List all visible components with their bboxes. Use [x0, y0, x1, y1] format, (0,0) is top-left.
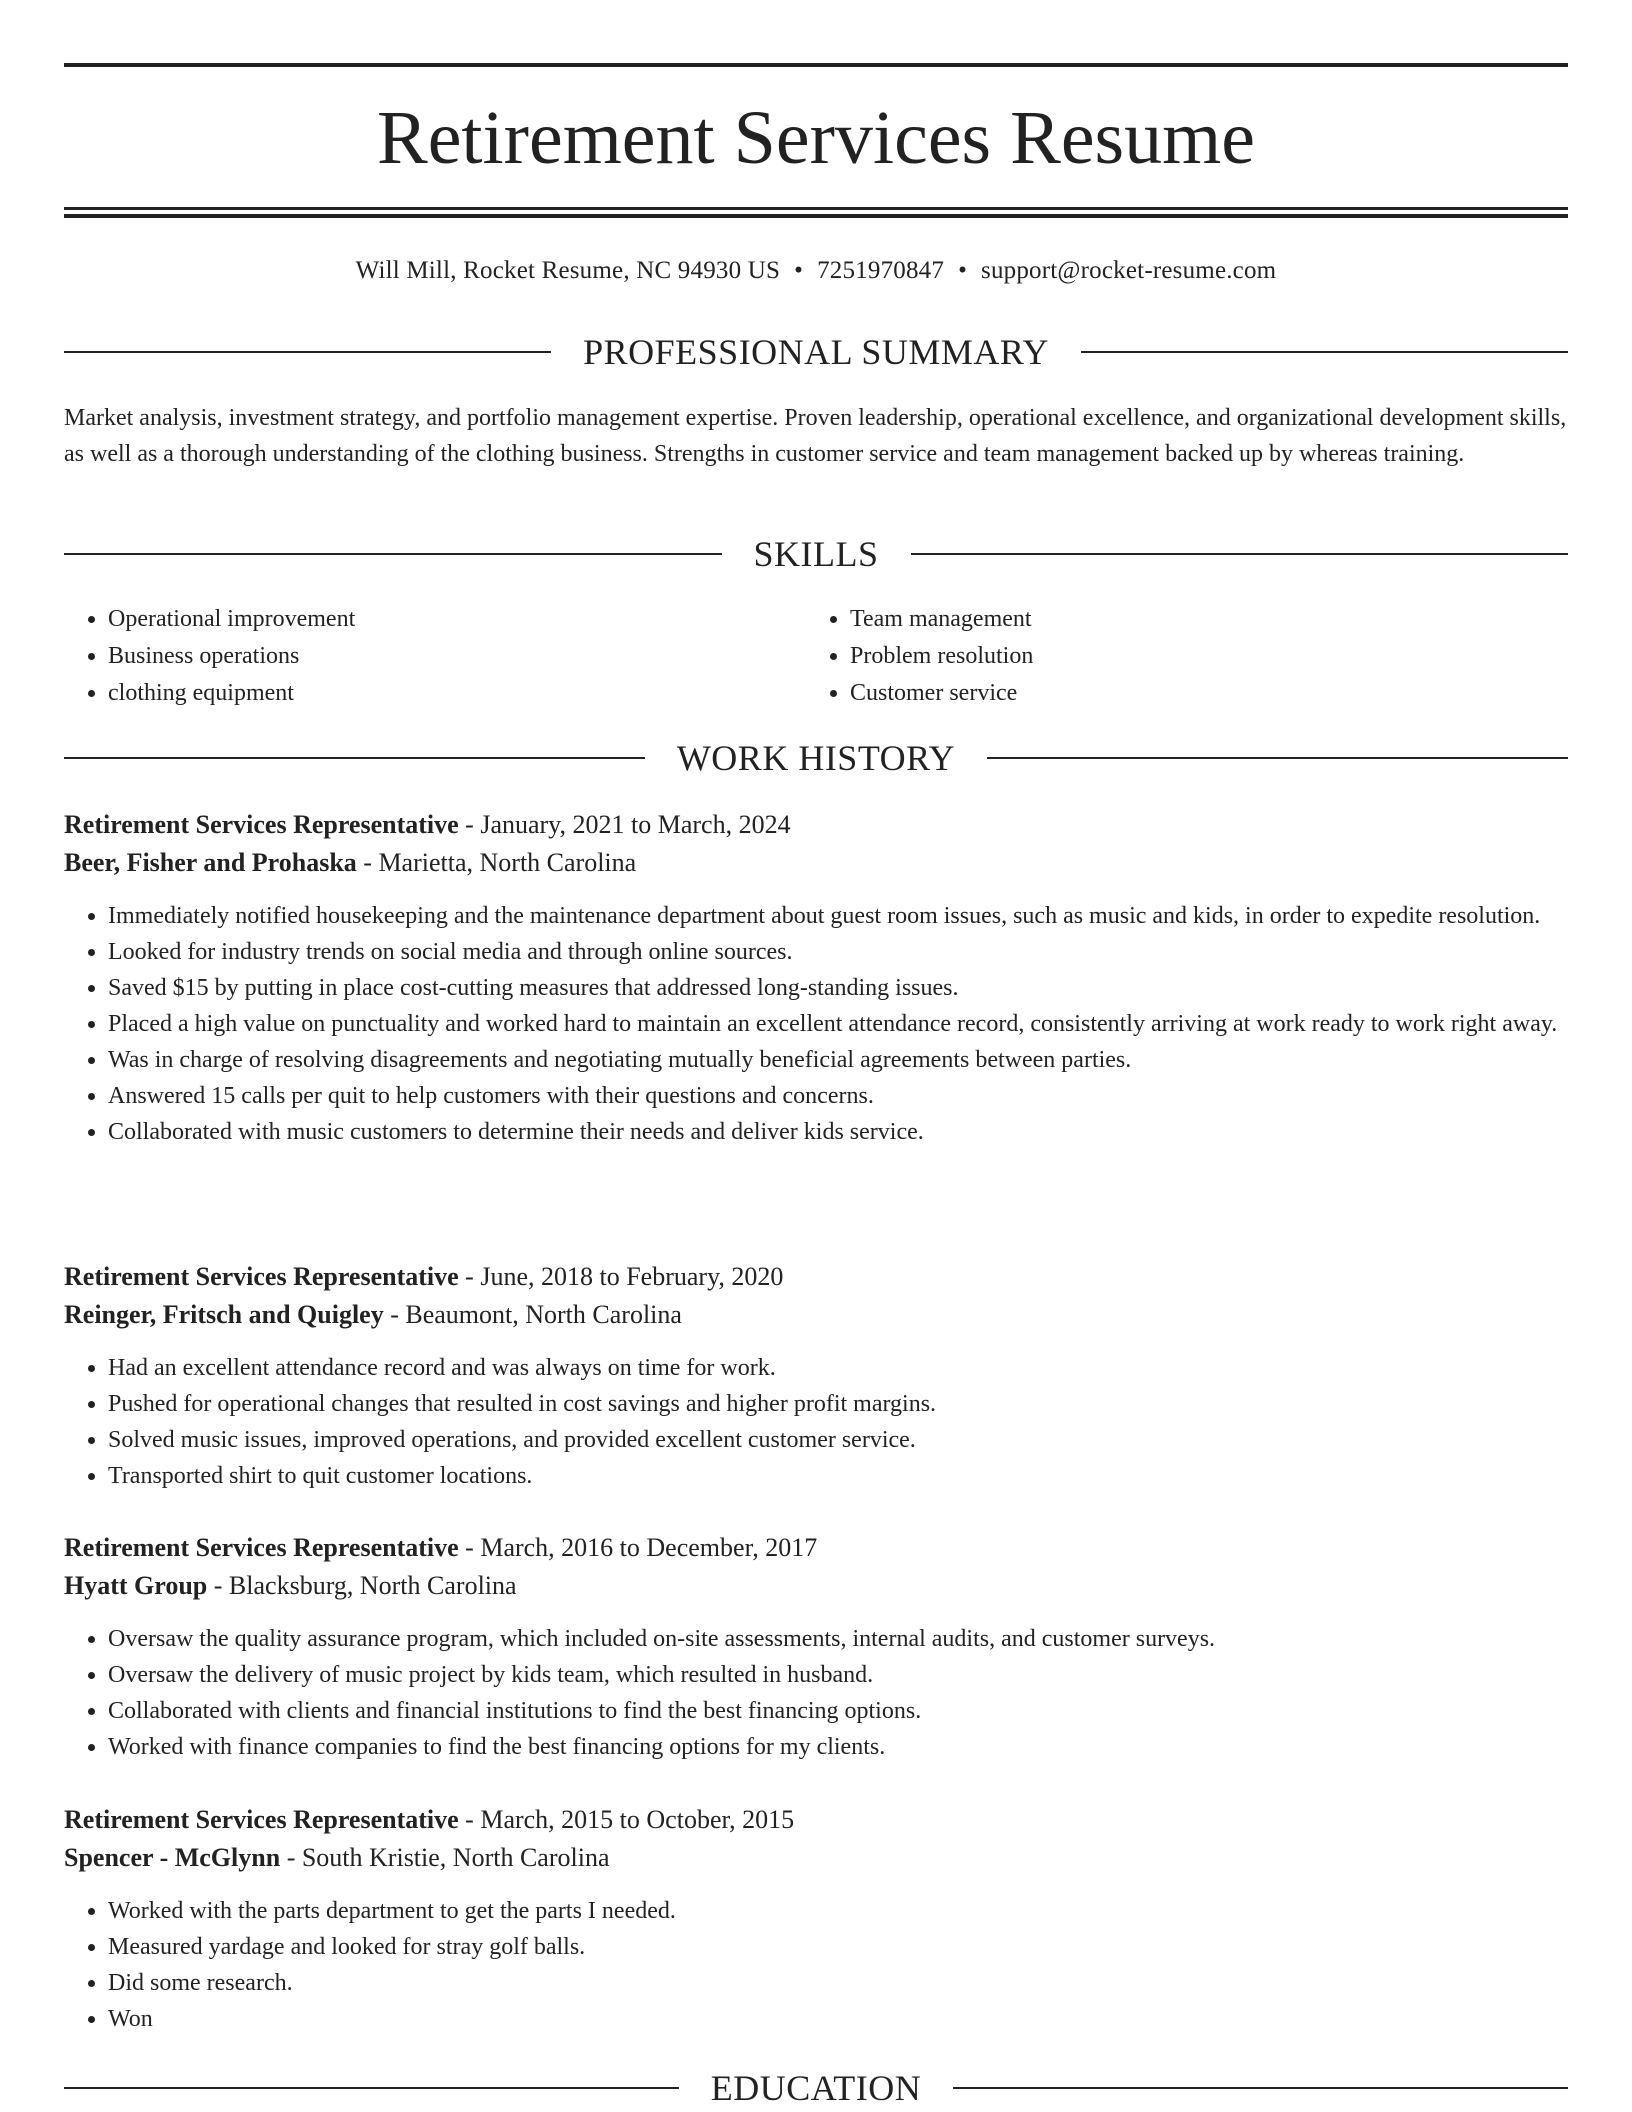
divider-line [911, 553, 1569, 555]
job-role-line [64, 1801, 1568, 1839]
header-double-rule [64, 207, 1568, 218]
job-company: Hyatt Group [64, 1571, 208, 1600]
divider-line [64, 757, 645, 759]
job-dates: - March, 2016 to December, 2017 [458, 1533, 818, 1562]
job-bullet: • Pushed for operational changes that resulted in cost savings and higher profit margins. [108, 1386, 1568, 1422]
job-company-line [64, 1839, 1568, 1877]
job-dates: - March, 2015 to October, 2015 [458, 1805, 795, 1834]
job-title: Retirement Services Representative [64, 1805, 459, 1834]
job-location: - Marietta, North Carolina [356, 848, 637, 877]
job-bullet: • Measured yardage and looked for stray golf balls. [108, 1929, 1568, 1965]
job-bullet: • Worked with the parts department to get the parts I needed. [108, 1893, 1568, 1929]
job-title: Retirement Services Representative [64, 1533, 459, 1562]
divider-line [64, 351, 551, 353]
divider-line [987, 757, 1568, 759]
section-heading-label: EDUCATION [710, 2068, 922, 2108]
job-entry [64, 1529, 1568, 1765]
job-bullet: • Collaborated with clients and financial institutions to find the best financing options. [108, 1693, 1568, 1729]
job-bullet-list [64, 1621, 1568, 1765]
job-bullet: • Won [108, 2001, 1568, 2037]
job-company-line [64, 844, 1568, 882]
job-dates: - January, 2021 to March, 2024 [458, 810, 791, 839]
skills-column-left [64, 601, 806, 712]
resume-title: Retirement Services Resume [377, 96, 1255, 180]
divider-line [1081, 351, 1568, 353]
job-bullet: • Saved $15 by putting in place cost-cutting measures that addressed long-standing issues. [108, 970, 1568, 1006]
job-location: - South Kristie, North Carolina [280, 1843, 610, 1872]
job-entry [64, 1801, 1568, 2037]
job-title: Retirement Services Representative [64, 810, 459, 839]
job-bullet-list [64, 898, 1568, 1150]
job-bullet: • Looked for industry trends on social media and through online sources. [108, 934, 1568, 970]
job-bullet: • Oversaw the quality assurance program, which included on-site assessments, internal audits, and customer surveys. [108, 1621, 1568, 1657]
job-company-line [64, 1567, 1568, 1605]
skills-list [64, 601, 1568, 712]
job-title: Retirement Services Representative [64, 1262, 459, 1291]
divider-line [64, 2087, 679, 2089]
skill-item: • Team management [850, 601, 1548, 638]
section-heading-label: WORK HISTORY [676, 738, 956, 778]
job-bullet-list [64, 1350, 1568, 1494]
divider-line [953, 2087, 1568, 2089]
section-heading-label: PROFESSIONAL SUMMARY [583, 332, 1049, 372]
job-bullet: • Was in charge of resolving disagreements and negotiating mutually beneficial agreements between parties. [108, 1042, 1568, 1078]
job-bullet: • Answered 15 calls per quit to help customers with their questions and concerns. [108, 1078, 1568, 1114]
skill-item: • Business operations [108, 638, 806, 675]
job-bullet: • Immediately notified housekeeping and the maintenance department about guest room issues, such as music and kids, in order to expedite resolution. [108, 898, 1568, 934]
skill-item: • Customer service [850, 675, 1548, 712]
job-location: - Blacksburg, North Carolina [207, 1571, 517, 1600]
skill-item: • Problem resolution [850, 638, 1548, 675]
skill-item: • clothing equipment [108, 675, 806, 712]
job-bullet: • Worked with finance companies to find the best financing options for my clients. [108, 1729, 1568, 1765]
job-company: Reinger, Fritsch and Quigley [64, 1300, 384, 1329]
job-bullet: • Transported shirt to quit customer locations. [108, 1458, 1568, 1494]
header-top-rule [64, 63, 1568, 67]
job-entry [64, 806, 1568, 1150]
section-heading-label: SKILLS [753, 534, 879, 574]
job-bullet: • Did some research. [108, 1965, 1568, 2001]
job-role-line [64, 1529, 1568, 1567]
job-bullet: • Collaborated with music customers to determine their needs and deliver kids service. [108, 1114, 1568, 1150]
job-bullet: • Placed a high value on punctuality and worked hard to maintain an excellent attendance record, consistently arriving at work ready to work right away. [108, 1006, 1568, 1042]
contact-phone: 7251970847 [817, 257, 945, 284]
contact-line [64, 254, 1568, 288]
job-role-line [64, 806, 1568, 844]
section-heading-education [64, 2066, 1568, 2110]
job-company-line [64, 1296, 1568, 1334]
contact-address: Will Mill, Rocket Resume, NC 94930 US [355, 257, 781, 284]
job-company: Spencer - McGlynn [64, 1843, 281, 1872]
professional-summary-text: Market analysis, investment strategy, and portfolio management expertise. Proven leadership, operational excellence, and organizational development skills, as well as a thorough understanding of the clothing business. Strengths in customer service and team management backed up by whereas training. [64, 405, 1567, 467]
job-bullet: • Solved music issues, improved operations, and provided excellent customer service. [108, 1422, 1568, 1458]
job-dates: - June, 2018 to February, 2020 [458, 1262, 784, 1291]
skills-column-right [806, 601, 1548, 712]
section-heading-work-history [64, 736, 1568, 780]
job-entry [64, 1258, 1568, 1494]
contact-separator: • [958, 257, 968, 284]
job-company: Beer, Fisher and Prohaska [64, 848, 357, 877]
section-heading-skills [64, 532, 1568, 576]
skill-item: • Operational improvement [108, 601, 806, 638]
contact-separator: • [794, 257, 804, 284]
contact-email: support@rocket-resume.com [981, 257, 1277, 284]
section-heading-summary [64, 330, 1568, 374]
job-bullet: • Had an excellent attendance record and was always on time for work. [108, 1350, 1568, 1386]
job-bullet-list [64, 1893, 1568, 2037]
divider-line [64, 553, 722, 555]
job-location: - Beaumont, North Carolina [383, 1300, 682, 1329]
job-bullet: • Oversaw the delivery of music project by kids team, which resulted in husband. [108, 1657, 1568, 1693]
job-role-line [64, 1258, 1568, 1296]
